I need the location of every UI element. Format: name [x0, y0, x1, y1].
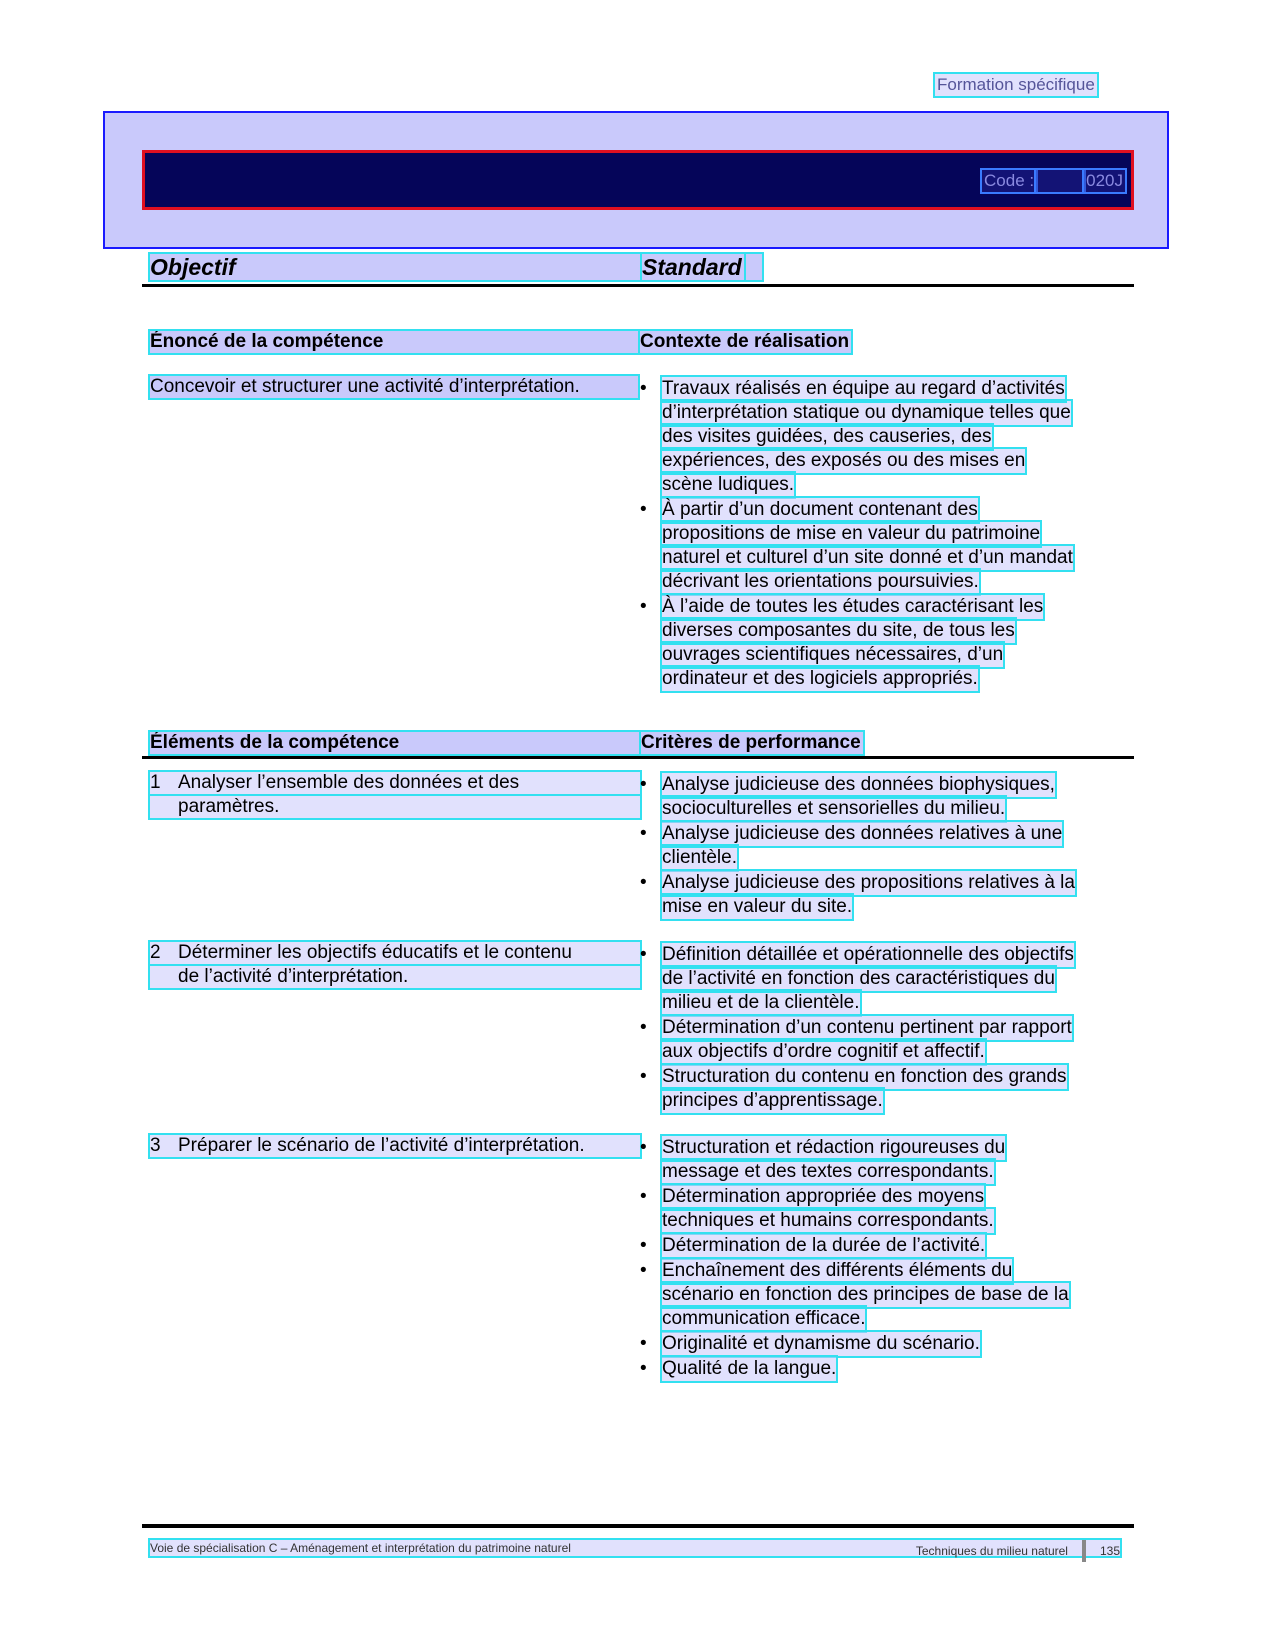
code-box [982, 170, 1125, 192]
competence-text: Concevoir et structurer une activité d’interprétation. [150, 376, 638, 398]
context-title: Contexte de réalisation [640, 331, 850, 352]
bullet-line: Structuration du contenu en fonction des grands [662, 1066, 1067, 1087]
page-number: 135 [1099, 1544, 1120, 1558]
element-item [150, 1135, 640, 1159]
bullet-line: scène ludiques. [662, 474, 795, 495]
bullet-line: socioculturelles et sensorielles du milieu. [662, 798, 1006, 819]
element-number: 3 [150, 1135, 161, 1156]
context-item [640, 498, 1110, 594]
criterion-item [640, 1065, 1110, 1113]
top-right-label: Formation spécifique [937, 75, 1095, 94]
element-number: 2 [150, 942, 161, 963]
bullet-line: Originalité et dynamisme du scénario. [662, 1333, 980, 1354]
bullet-icon: • [640, 1333, 647, 1354]
bullet-icon: • [640, 774, 647, 795]
criteria-list [640, 943, 1110, 1114]
bullet-line: diverses composantes du site, de tous les [662, 620, 1015, 641]
header-bar [142, 150, 1134, 210]
bullet-line: des visites guidées, des causeries, des [662, 426, 992, 447]
bullet-line: Détermination appropriée des moyens [662, 1186, 985, 1207]
bullet-icon: • [640, 944, 647, 965]
element-text: Préparer le scénario de l’activité d’interprétation. [178, 1135, 585, 1156]
criterion-item [640, 1016, 1110, 1064]
criterion-item [640, 1357, 1110, 1381]
bullet-icon: • [640, 378, 647, 399]
bullet-line: ordinateur et des logiciels appropriés. [662, 668, 978, 689]
bullet-icon: • [640, 499, 647, 520]
context-item [640, 377, 1110, 497]
element-text: de l’activité d’interprétation. [178, 966, 409, 987]
criteria-list [640, 1136, 1110, 1382]
element-number: 1 [150, 772, 161, 793]
bullet-line: Qualité de la langue. [662, 1358, 837, 1379]
bullet-line: naturel et culturel d’un site donné et d’un mandat [662, 547, 1073, 568]
bullet-line: expériences, des exposés ou des mises en [662, 450, 1026, 471]
bullet-line: de l’activité en fonction des caractéristiques du [662, 968, 1055, 989]
objectif-heading: Objectif [150, 254, 236, 280]
bullet-line: Détermination de la durée de l’activité. [662, 1235, 986, 1256]
element-text: Déterminer les objectifs éducatifs et le contenu [178, 942, 572, 963]
footer-left-text: Voie de spécialisation C – Aménagement et interprétation du patrimoine naturel [150, 1541, 571, 1555]
bullet-line: Détermination d’un contenu pertinent par rapport [662, 1017, 1072, 1038]
criterion-item [640, 1259, 1110, 1331]
bullet-line: scénario en fonction des principes de base de la [662, 1284, 1069, 1305]
criterion-item [640, 822, 1110, 870]
footer-separator [1082, 1540, 1086, 1562]
competence-title: Énoncé de la compétence [150, 331, 638, 353]
criteria-title: Critères de performance [641, 732, 861, 753]
bullet-icon: • [640, 823, 647, 844]
bullet-line: milieu et de la clientèle. [662, 992, 860, 1013]
element-text: paramètres. [178, 796, 280, 817]
bullet-line: ouvrages scientifiques nécessaires, d’un [662, 644, 1004, 665]
bullet-icon: • [640, 1358, 647, 1379]
bullet-line: mise en valeur du site. [662, 896, 853, 917]
context-list [640, 377, 1110, 692]
bullet-icon: • [640, 1137, 647, 1158]
bullet-line: clientèle. [662, 847, 737, 868]
criterion-item [640, 871, 1110, 919]
bullet-line: techniques et humains correspondants. [662, 1210, 994, 1231]
criterion-item [640, 1185, 1110, 1233]
footer-right-text: Techniques du milieu naturel [915, 1544, 1068, 1558]
bullet-icon: • [640, 596, 647, 617]
bullet-line: principes d’apprentissage. [662, 1090, 883, 1111]
bullet-line: À l’aide de toutes les études caractérisant les [662, 596, 1044, 617]
bullet-icon: • [640, 1186, 647, 1207]
bullet-line: Enchaînement des différents éléments du [662, 1260, 1013, 1281]
code-value: 020J [1086, 171, 1123, 190]
criteria-list [640, 773, 1110, 920]
criterion-item [640, 1332, 1110, 1356]
element-item [150, 942, 640, 990]
bullet-icon: • [640, 1235, 647, 1256]
criterion-item [640, 1234, 1110, 1258]
bullet-icon: • [640, 872, 647, 893]
bullet-line: Analyse judicieuse des données relatives à une [662, 823, 1063, 844]
element-text: Analyser l’ensemble des données et des [178, 772, 520, 793]
elements-title: Éléments de la compétence [150, 732, 640, 754]
bullet-line: communication efficace. [662, 1308, 866, 1329]
column-header-rule [142, 284, 1134, 287]
bullet-line: message et des textes correspondants. [662, 1161, 994, 1182]
bullet-line: propositions de mise en valeur du patrimoine [662, 523, 1041, 544]
bullet-icon: • [640, 1017, 647, 1038]
bullet-line: Définition détaillée et opérationnelle des objectifs [662, 944, 1074, 965]
bullet-line: Analyse judicieuse des propositions relatives à la [662, 872, 1075, 893]
column-header-right: Standard [642, 254, 742, 280]
footer-rule [142, 1524, 1134, 1528]
elements-header-rule [142, 756, 1134, 759]
code-spacer [1036, 170, 1084, 192]
context-item [640, 595, 1110, 691]
element-item [150, 772, 640, 820]
bullet-icon: • [640, 1260, 647, 1281]
criterion-item [640, 943, 1110, 1015]
code-label: Code : [984, 171, 1035, 190]
bullet-line: d’interprétation statique ou dynamique telles que [662, 402, 1071, 423]
footer-right [916, 1540, 1120, 1562]
bullet-line: À partir d’un document contenant des [662, 499, 978, 520]
bullet-icon: • [640, 1066, 647, 1087]
bullet-line: décrivant les orientations poursuivies. [662, 571, 979, 592]
footer [150, 1540, 1120, 1556]
bullet-line: Analyse judicieuse des données biophysiques, [662, 774, 1055, 795]
criterion-item [640, 1136, 1110, 1184]
bullet-line: aux objectifs d’ordre cognitif et affectif. [662, 1041, 985, 1062]
bullet-line: Structuration et rédaction rigoureuses du [662, 1137, 1006, 1158]
bullet-line: Travaux réalisés en équipe au regard d’activités [662, 378, 1065, 399]
criterion-item [640, 773, 1110, 821]
